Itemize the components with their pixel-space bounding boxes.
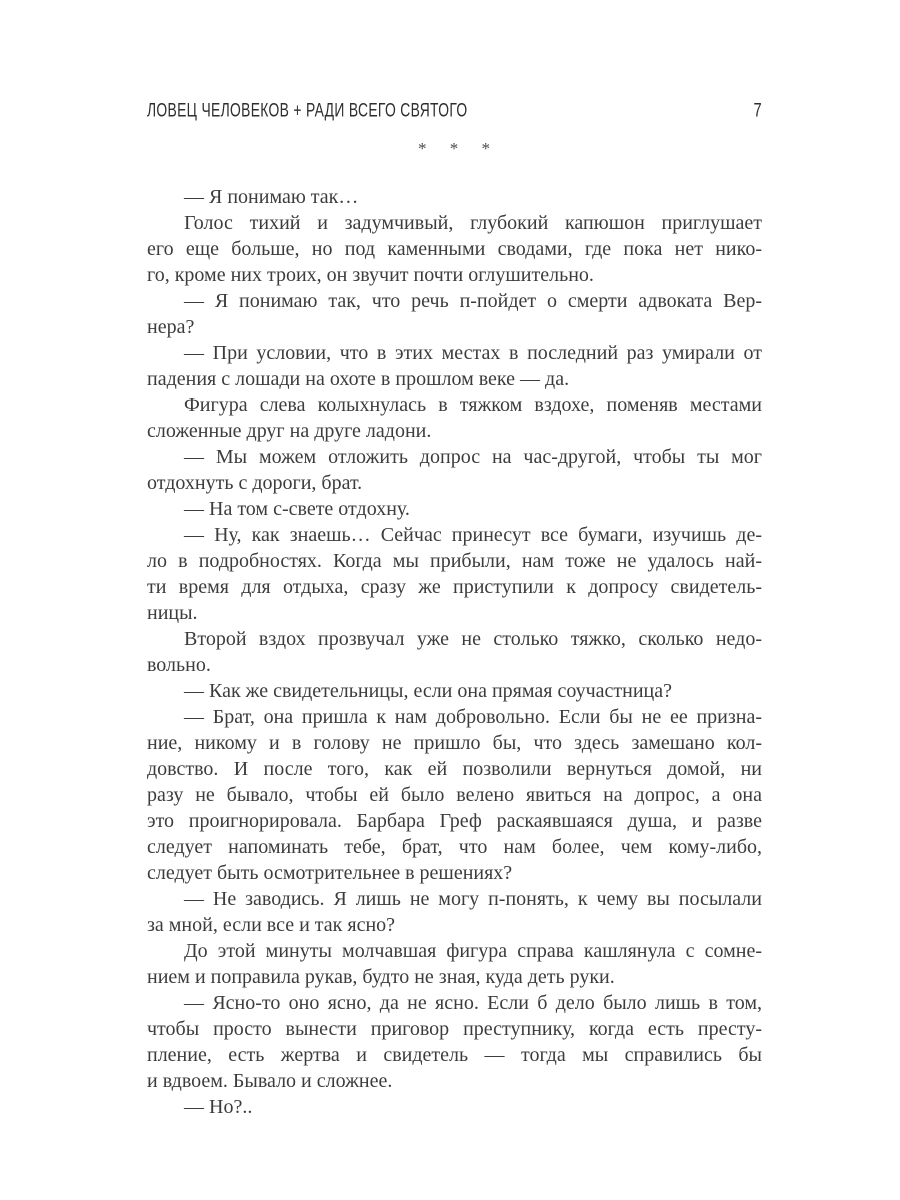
text-line: — Ясно-то оно ясно, да не ясно. Если б дело было лишь в том,: [184, 992, 762, 1014]
text-line: довство. И после того, как ей позволили вернуться домой, ни: [147, 758, 762, 780]
text-line: падения с лошади на охоте в прошлом веке — да.: [147, 368, 570, 390]
paragraph: [147, 886, 762, 938]
text-line: сложенные друг на друге ладони.: [147, 420, 432, 442]
body-text: [147, 184, 762, 1120]
text-line: за мной, если все и так ясно?: [147, 914, 396, 936]
text-line: — На том с-свете отдохну.: [184, 498, 410, 520]
text-line: — Ну, как знаешь… Сейчас принесут все бумаги, изучишь де-: [184, 524, 762, 546]
text-line: Фигура слева колыхнулась в тяжком вздохе, поменяв местами: [184, 394, 762, 416]
text-line: — Не заводись. Я лишь не могу п-понять, к чему вы посылали: [184, 888, 762, 910]
text-line: следует быть осмотрительнее в решениях?: [147, 862, 513, 884]
paragraph: [147, 444, 762, 496]
text-line: нием и поправила рукав, будто не зная, куда деть руки.: [147, 966, 615, 988]
text-line: ницы.: [147, 602, 198, 624]
text-line: разу не бывало, чтобы ей было велено явиться на допрос, а она: [147, 784, 762, 806]
text-line: — Брат, она пришла к нам добровольно. Если бы не ее призна-: [184, 706, 762, 728]
text-line: пление, есть жертва и свидетель — тогда мы справились бы: [147, 1044, 762, 1066]
section-separator: * * *: [418, 139, 491, 158]
text-line: — Мы можем отложить допрос на час-другой, чтобы ты мог: [184, 446, 762, 468]
text-line: ние, никому и в голову не пришло бы, что здесь замешано кол-: [147, 732, 762, 754]
paragraph: [147, 704, 762, 886]
text-line: его еще больше, но под каменными сводами, где пока нет нико-: [147, 238, 762, 260]
header-title: ЛОВЕЦ ЧЕЛОВЕКОВ + РАДИ ВСЕГО СВЯТОГО: [147, 100, 468, 122]
paragraph: [147, 340, 762, 392]
paragraph: [147, 392, 762, 444]
paragraph: [147, 990, 762, 1094]
paragraph: [147, 496, 762, 522]
text-line: Второй вздох прозвучал уже не столько тяжко, сколько недо-: [184, 628, 762, 650]
text-line: и вдвоем. Бывало и сложнее.: [147, 1070, 393, 1092]
paragraph: [147, 288, 762, 340]
paragraph: [147, 184, 762, 210]
text-line: — Но?..: [184, 1096, 253, 1118]
paragraph: [147, 1094, 762, 1120]
paragraph: [147, 938, 762, 990]
text-line: До этой минуты молчавшая фигура справа кашлянула с сомне-: [184, 940, 762, 962]
text-line: отдохнуть с дороги, брат.: [147, 472, 363, 494]
text-line: Голос тихий и задумчивый, глубокий капюшон приглушает: [184, 212, 762, 234]
text-line: — Как же свидетельницы, если она прямая соучастница?: [184, 680, 672, 702]
paragraph: [147, 626, 762, 678]
text-line: ти время для отдыха, сразу же приступили к допросу свидетель-: [147, 576, 762, 598]
text-line: вольно.: [147, 654, 211, 676]
paragraph: [147, 522, 762, 626]
text-line: — При условии, что в этих местах в последний раз умирали от: [184, 342, 762, 364]
running-header: [147, 100, 762, 122]
text-line: нера?: [147, 316, 195, 338]
text-line: го, кроме них троих, он звучит почти оглушительно.: [147, 264, 594, 286]
text-line: ло в подробностях. Когда мы прибыли, нам тоже не удалось най-: [147, 550, 762, 572]
text-line: — Я понимаю так, что речь п-пойдет о смерти адвоката Вер-: [184, 290, 762, 312]
paragraph: [147, 210, 762, 288]
paragraph: [147, 678, 762, 704]
page-number: 7: [753, 100, 762, 122]
text-line: это проигнорировала. Барбара Греф раскаявшаяся душа, и разве: [147, 810, 762, 832]
text-line: чтобы просто вынести приговор преступнику, когда есть престу-: [147, 1018, 762, 1040]
text-line: следует напоминать тебе, брат, что нам более, чем кому-либо,: [147, 836, 762, 858]
text-line: — Я понимаю так…: [184, 186, 359, 208]
